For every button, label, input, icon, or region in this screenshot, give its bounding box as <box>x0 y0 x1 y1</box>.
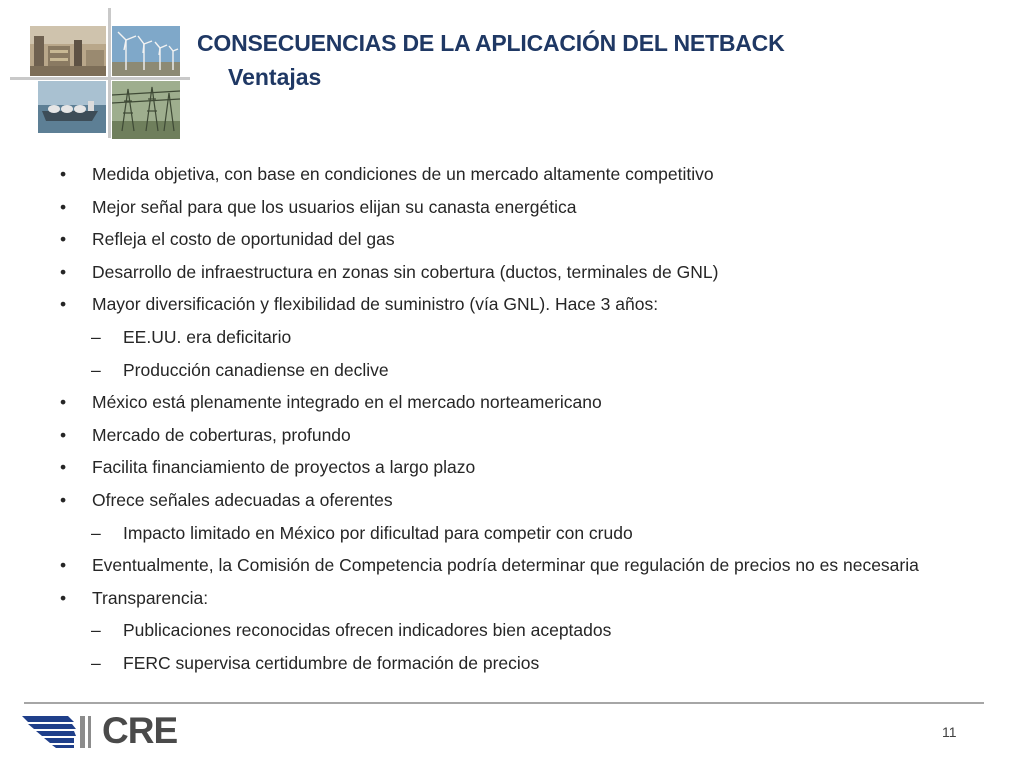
slide-subtitle: Ventajas <box>228 64 322 90</box>
bullet-marker: • <box>60 457 67 478</box>
logo-text: CRE <box>102 710 178 751</box>
bullet-marker: • <box>60 424 67 445</box>
bullet-list <box>58 160 978 682</box>
bullet-item <box>58 584 978 617</box>
bullet-marker: • <box>60 489 67 510</box>
bullet-item <box>58 453 978 486</box>
bullet-text: Producción canadiense en declive <box>123 359 389 380</box>
header-photo-collage <box>10 8 190 138</box>
bullet-text: Eventualmente, la Comisión de Competencia podría determinar que regulación de precios no es necesaria <box>92 555 919 576</box>
bullet-item <box>58 160 978 193</box>
bullet-text: Medida objetiva, con base en condiciones de un mercado altamente competitivo <box>92 164 714 184</box>
bullet-text: México está plenamente integrado en el mercado norteamericano <box>92 392 602 413</box>
bullet-text: Ofrece señales adecuadas a oferentes <box>92 489 393 510</box>
bullet-text: FERC supervisa certidumbre de formación de precios <box>123 652 540 673</box>
bullet-text: Mejor señal para que los usuarios elijan su canasta energética <box>92 196 577 217</box>
sub-bullet-item <box>58 519 978 552</box>
bullet-text: Impacto limitado en México por dificultad para competir con crudo <box>123 522 633 543</box>
bullet-item <box>58 551 978 584</box>
dash-marker: – <box>91 620 101 641</box>
slide-title: CONSECUENCIAS DE LA APLICACIÓN DEL NETBACK <box>197 30 785 56</box>
bullet-marker: • <box>60 555 67 576</box>
wind-turbines-photo <box>112 26 180 76</box>
refinery-photo <box>30 26 106 76</box>
sub-bullet-item <box>58 616 978 649</box>
bullet-item <box>58 486 978 519</box>
dash-marker: – <box>91 522 101 543</box>
power-lines-photo <box>112 81 180 139</box>
page-number: 11 <box>942 724 957 740</box>
bullet-item <box>58 193 978 226</box>
dash-marker: – <box>91 326 101 347</box>
bullet-text: Publicaciones reconocidas ofrecen indicadores bien aceptados <box>123 620 612 641</box>
bullet-marker: • <box>60 261 67 282</box>
sub-bullet-item <box>58 356 978 389</box>
dash-marker: – <box>91 359 101 380</box>
bullet-text: Desarrollo de infraestructura en zonas sin cobertura (ductos, terminales de GNL) <box>92 261 719 282</box>
bullet-item <box>58 225 978 258</box>
sub-bullet-item <box>58 323 978 356</box>
bullet-item <box>58 290 978 323</box>
bullet-marker: • <box>60 587 67 608</box>
bullet-item <box>58 421 978 454</box>
cre-logo <box>22 712 182 750</box>
bullet-marker: • <box>60 294 67 315</box>
bullet-marker: • <box>60 392 67 413</box>
footer-divider <box>24 702 984 704</box>
bullet-text: EE.UU. era deficitario <box>123 326 292 347</box>
collage-divider-horizontal <box>10 77 190 80</box>
bullet-marker: • <box>60 229 67 250</box>
sub-bullet-item <box>58 649 978 682</box>
bullet-text: Facilita financiamiento de proyectos a largo plazo <box>92 457 476 478</box>
bullet-text: Mercado de coberturas, profundo <box>92 424 351 445</box>
bullet-text: Refleja el costo de oportunidad del gas <box>92 229 395 250</box>
dash-marker: – <box>91 652 101 673</box>
bullet-text: Transparencia: <box>92 587 209 608</box>
bullet-marker: • <box>60 196 67 217</box>
bullet-marker: • <box>60 164 67 184</box>
bullet-text: Mayor diversificación y flexibilidad de suministro (vía GNL). Hace 3 años: <box>92 294 659 315</box>
bullet-item <box>58 388 978 421</box>
collage-divider-vertical <box>108 8 111 138</box>
bullet-item <box>58 258 978 291</box>
lng-tanker-photo <box>38 81 106 133</box>
